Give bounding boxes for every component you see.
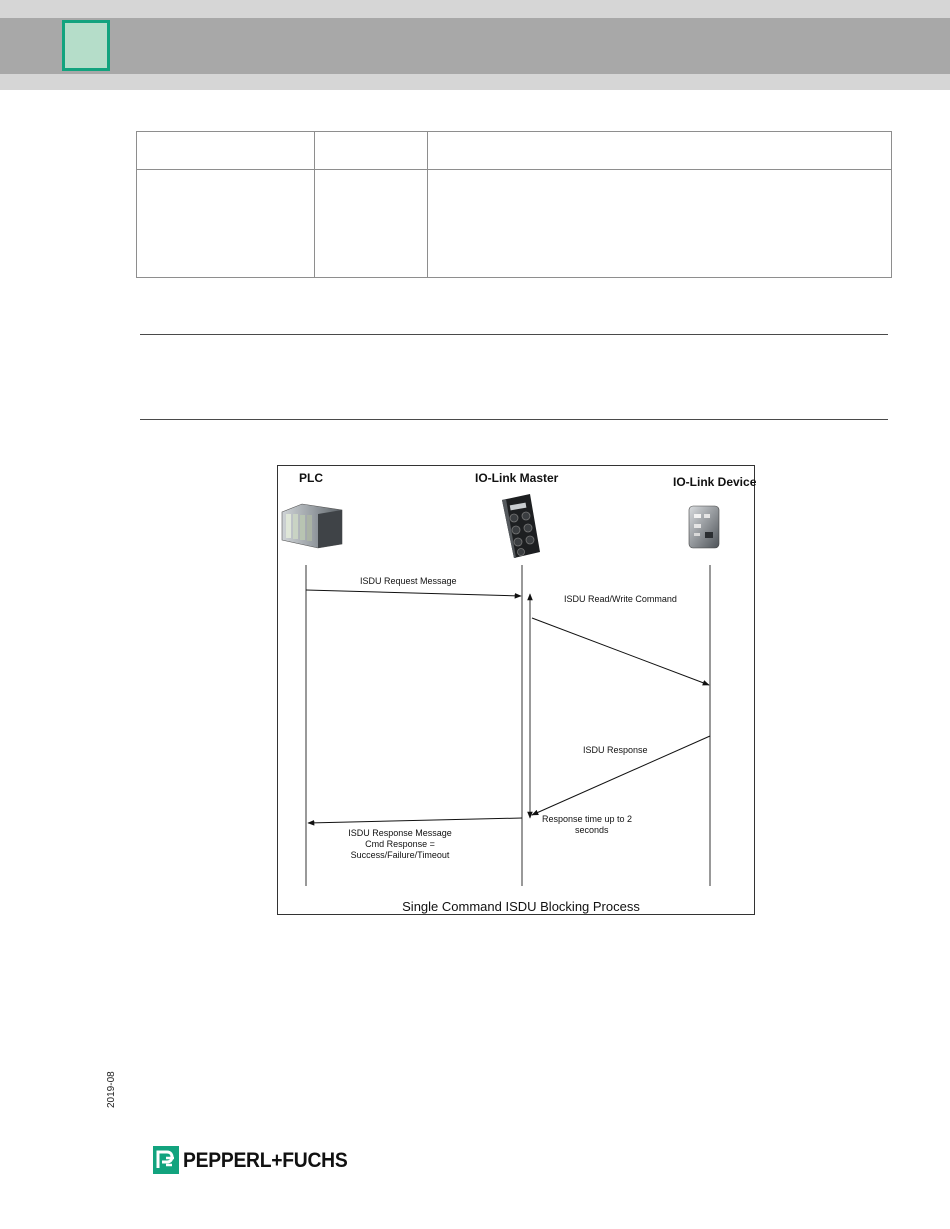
note-rule-top [140,334,888,335]
brand-name: PEPPERL+FUCHS [183,1149,348,1172]
spec-table [136,131,892,278]
read-write-arrow [532,618,709,685]
table-cell [315,170,428,278]
response-message-label: ISDU Response Message [348,828,452,838]
date-stamp: 2019-08 [106,1071,117,1108]
table-cell [137,170,315,278]
plc-icon [282,504,342,548]
header-bar [0,18,950,74]
response-time-label: Response time up to 2 [542,814,633,824]
isdu-sequence-diagram [277,465,755,915]
request-arrow [306,590,521,596]
lane-title-master: IO-Link Master [475,471,559,485]
table-row [137,170,892,278]
table-cell [315,132,428,170]
io-link-device-icon [689,506,719,548]
diagram-caption: Single Command ISDU Blocking Process [402,899,640,914]
response-message-arrow [308,818,522,823]
lane-title-device: IO-Link Device [673,475,756,489]
table-row [137,132,892,170]
device-response-label: ISDU Response [583,745,648,755]
table-cell [428,170,892,278]
brand-mark-icon [153,1146,179,1174]
table-cell [428,132,892,170]
io-link-master-icon [502,494,540,558]
read-write-label: ISDU Read/Write Command [564,594,677,604]
response-time-unit: seconds [575,825,609,835]
chapter-marker [62,20,110,71]
cmd-response-values: Success/Failure/Timeout [350,850,450,860]
lane-title-plc: PLC [299,471,323,485]
table-cell [137,132,315,170]
cmd-response-label: Cmd Response = [365,839,435,849]
request-label: ISDU Request Message [360,576,457,586]
note-rule-bottom [140,419,888,420]
